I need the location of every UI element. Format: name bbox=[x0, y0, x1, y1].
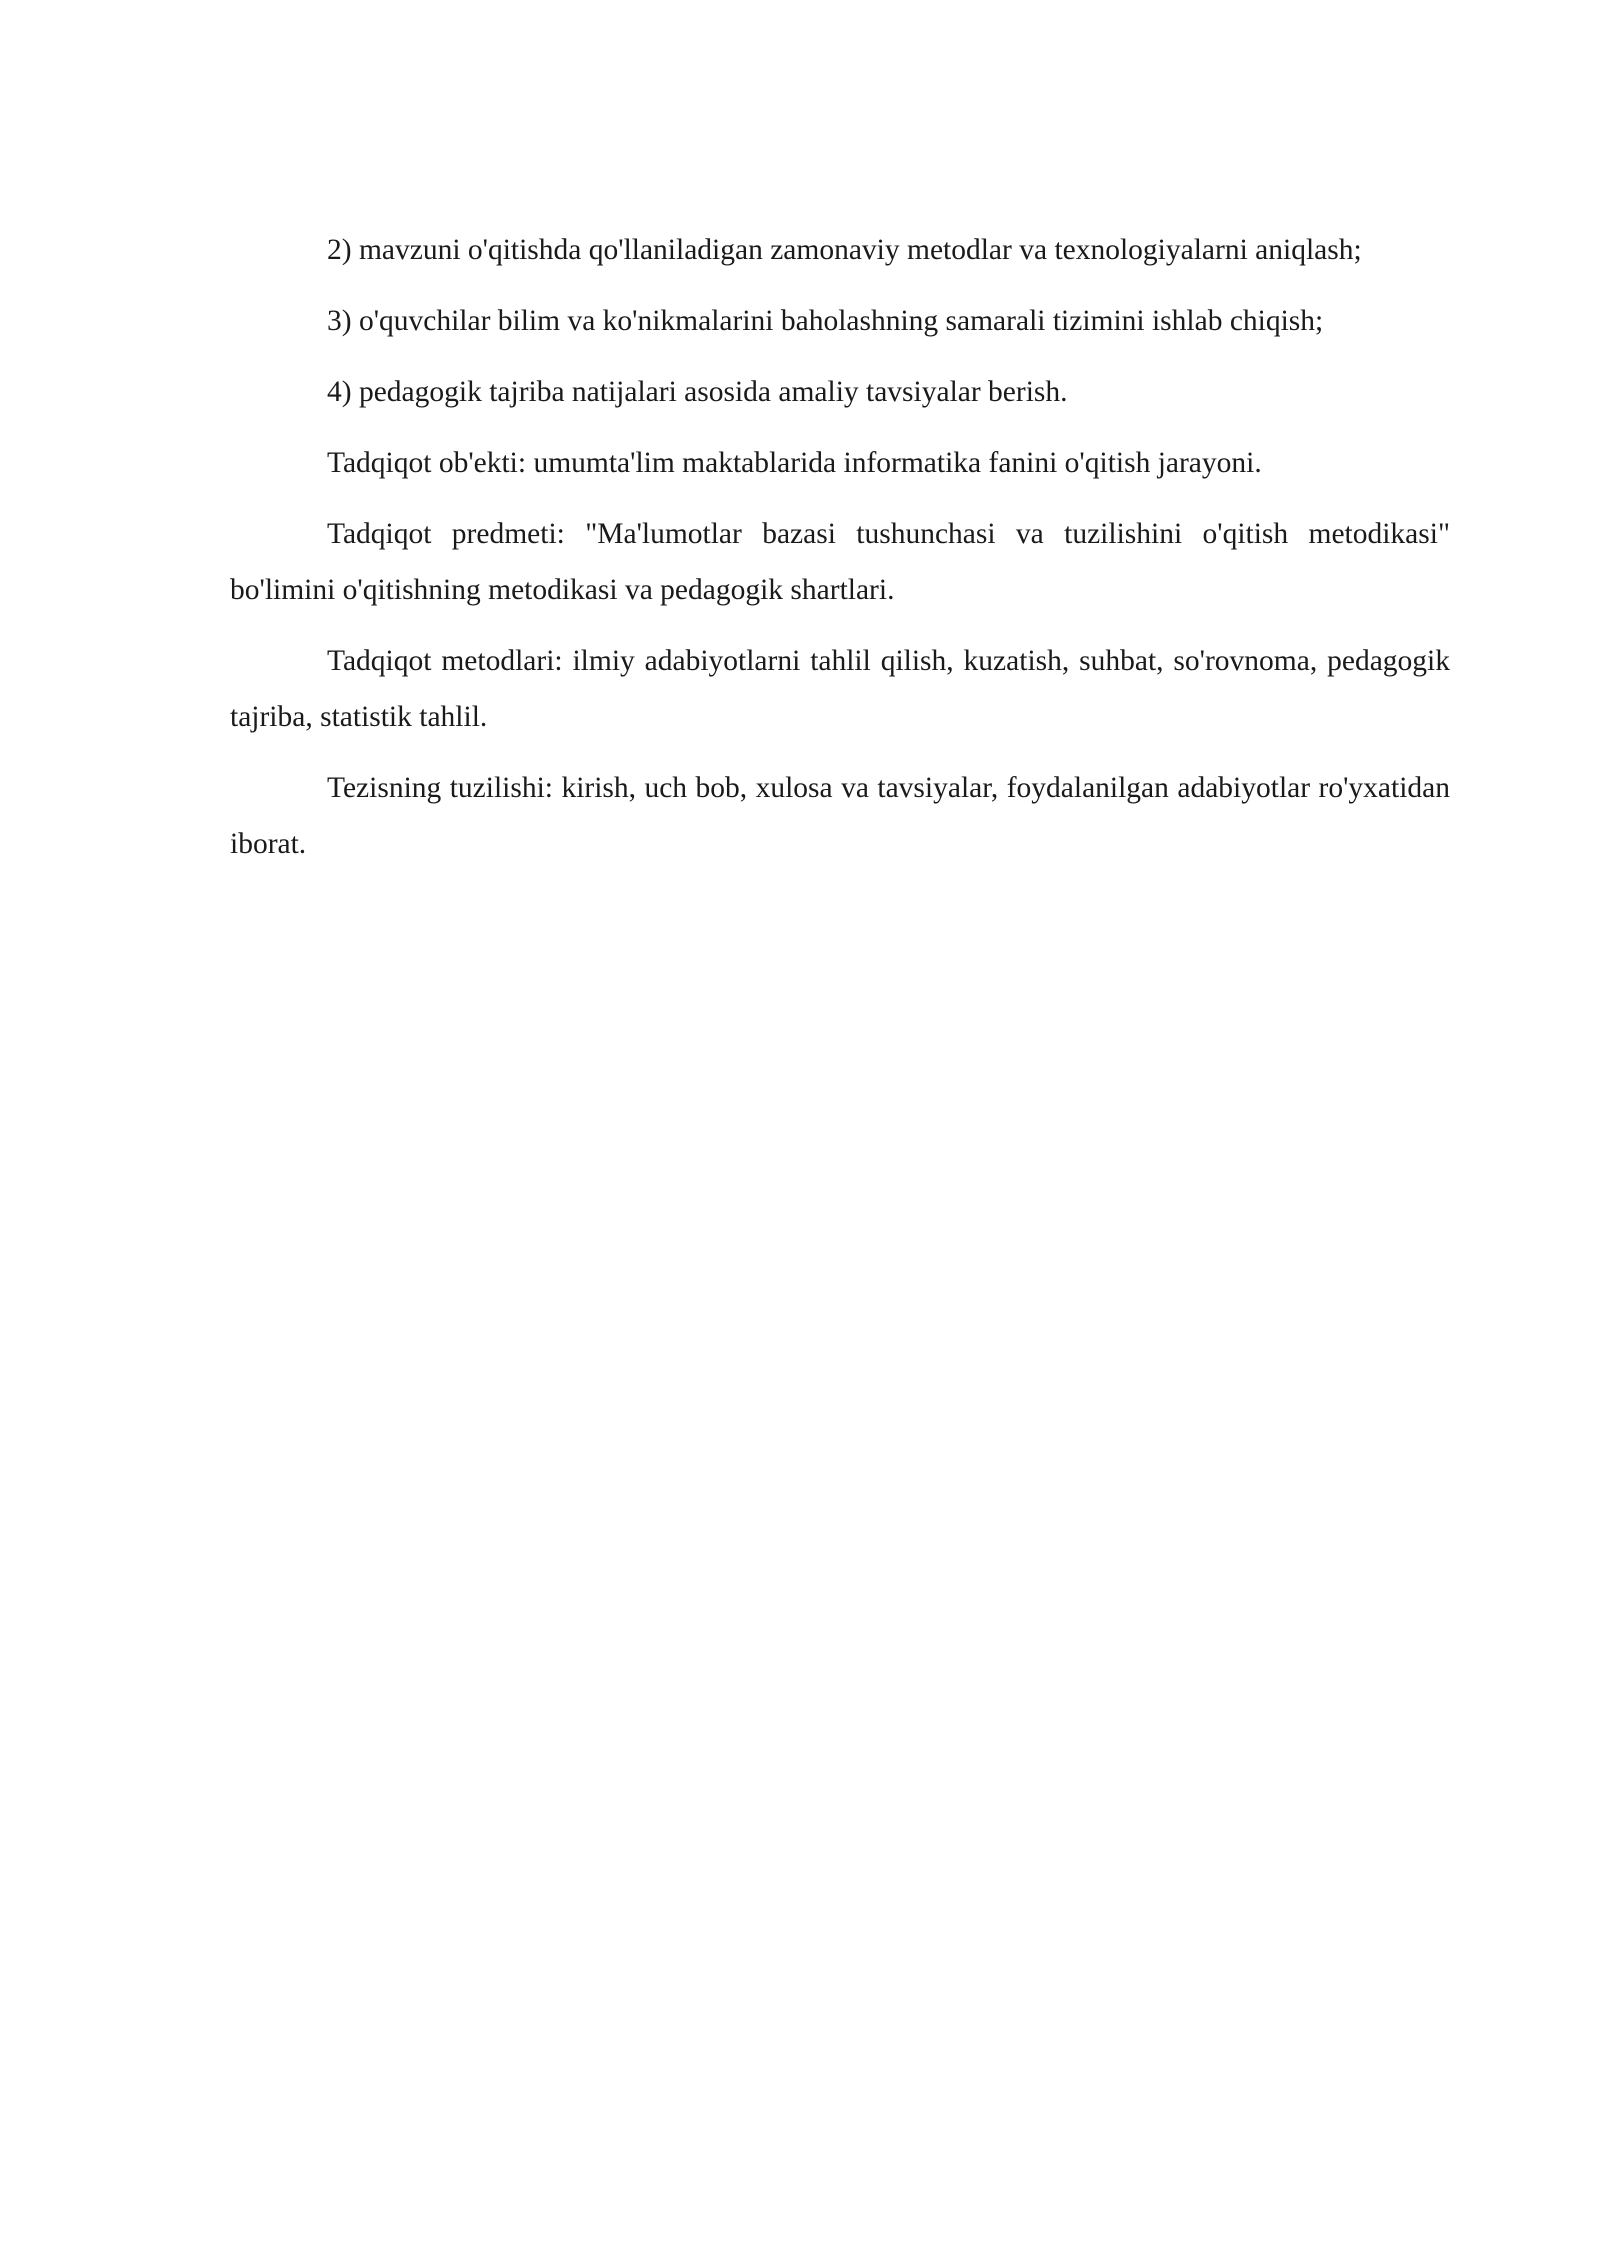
research-object-paragraph: Tadqiqot ob'ekti: umumta'lim maktablarida informatika fanini o'qitish jarayoni. bbox=[327, 447, 1262, 479]
research-methods-paragraph: Tadqiqot metodlari: ilmiy adabiyotlarni tahlil qilish, kuzatish, suhbat, so'rovnoma, pedagogik tajriba, statistik tahlil. bbox=[230, 645, 1450, 733]
list-item-task-3: 3) o'quvchilar bilim va ko'nikmalarini baholashning samarali tizimini ishlab chiqish; bbox=[327, 305, 1324, 337]
list-item-task-2: 2) mavzuni o'qitishda qo'llaniladigan zamonaviy metodlar va texnologiyalarni aniqlash; bbox=[327, 234, 1362, 266]
research-subject-paragraph: Tadqiqot predmeti: "Ma'lumotlar bazasi tushunchasi va tuzilishini o'qitish metodikasi" bo'limini o'qitishning metodikasi va pedagogik shartlari. bbox=[230, 518, 1450, 606]
list-item-task-4: 4) pedagogik tajriba natijalari asosida amaliy tavsiyalar berish. bbox=[327, 376, 1068, 408]
document-body bbox=[230, 222, 1450, 887]
thesis-structure-paragraph: Tezisning tuzilishi: kirish, uch bob, xulosa va tavsiyalar, foydalanilgan adabiyotlar ro'yxatidan iborat. bbox=[230, 772, 1450, 860]
